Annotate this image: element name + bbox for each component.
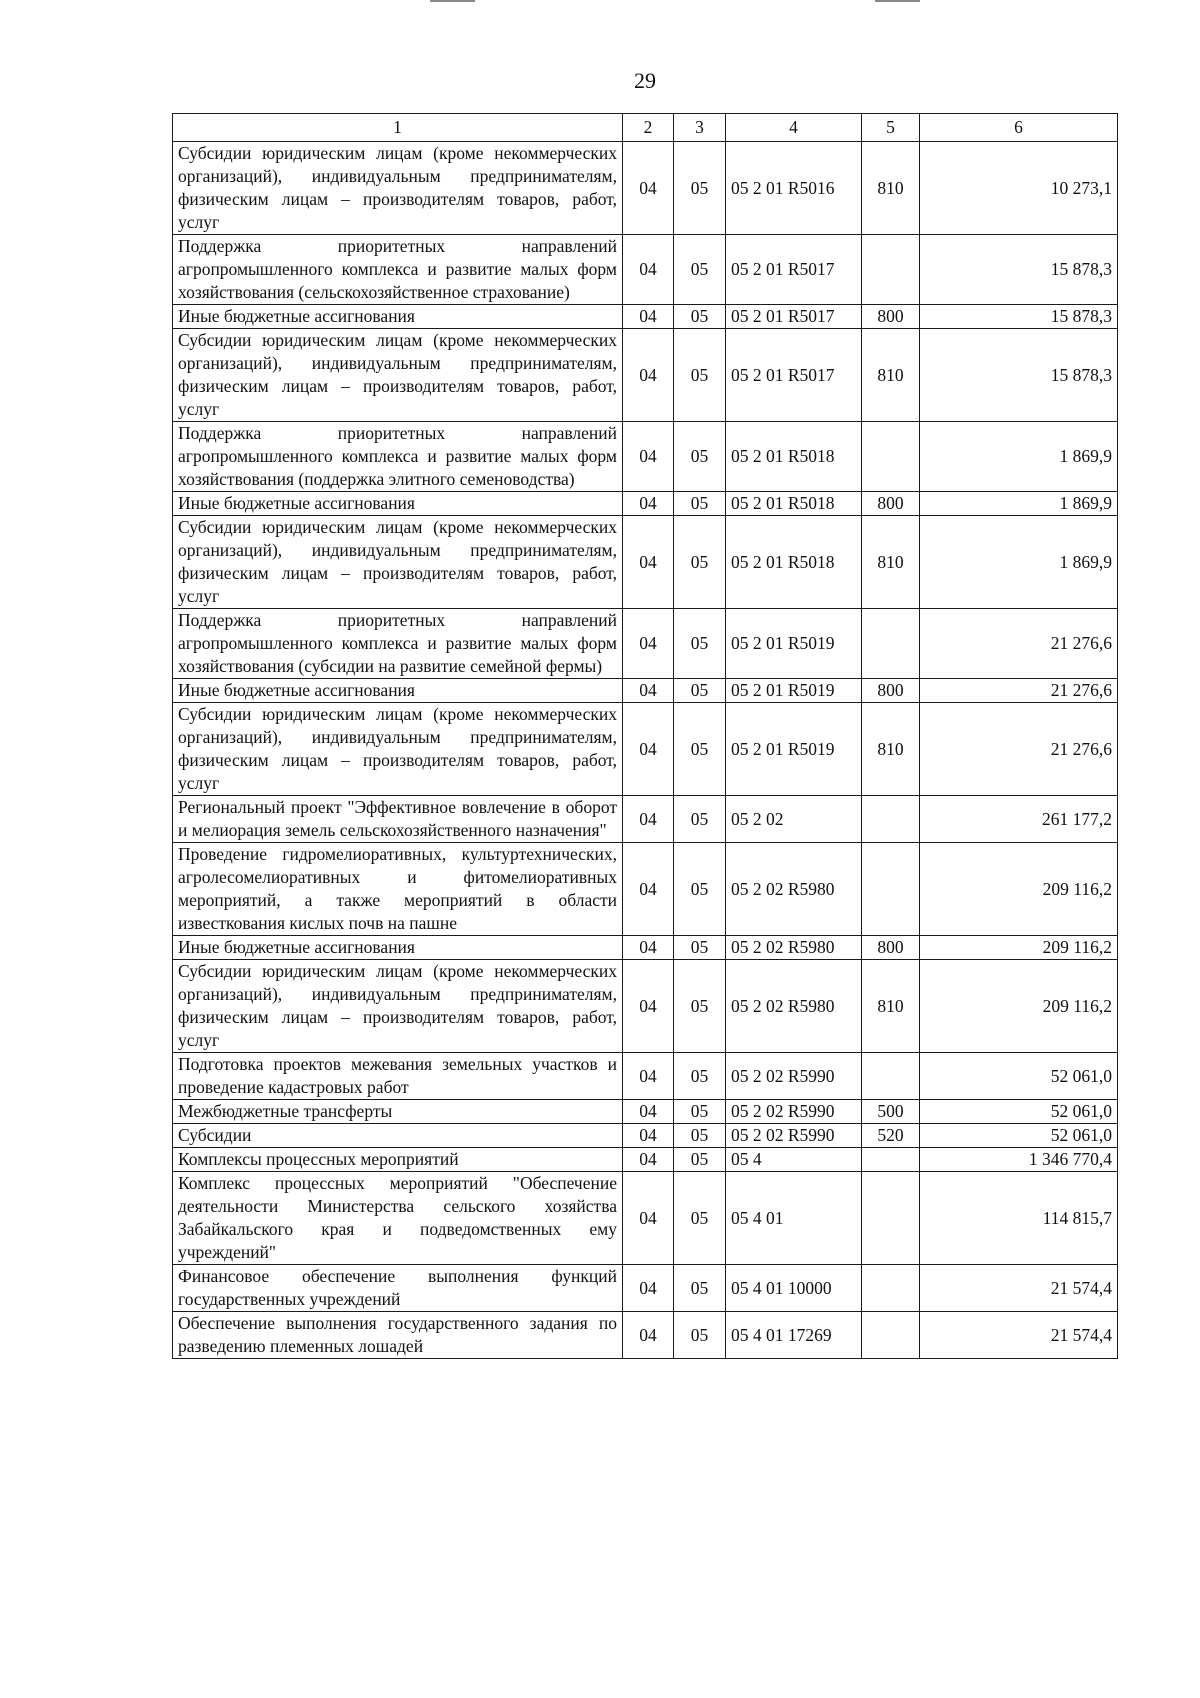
item-name-cell: Субсидии юридическим лицам (кроме некоммерческих организаций), индивидуальным предпринимателям, физическим лицам – производителям товаров, работ, услуг — [173, 703, 623, 796]
amount-cell: 21 276,6 — [920, 609, 1118, 679]
expense-type-code-cell: 800 — [862, 305, 920, 329]
target-article-code-cell: 05 2 01 R5019 — [726, 703, 862, 796]
item-name-cell: Субсидии — [173, 1124, 623, 1148]
table-row — [173, 329, 1118, 422]
item-name-cell: Субсидии юридическим лицам (кроме некоммерческих организаций), индивидуальным предпринимателям, физическим лицам – производителям товаров, работ, услуг — [173, 142, 623, 235]
amount-cell: 52 061,0 — [920, 1053, 1118, 1100]
subsection-code-cell: 05 — [674, 796, 726, 843]
section-code-cell: 04 — [623, 516, 674, 609]
section-code-cell: 04 — [623, 1100, 674, 1124]
section-code-cell: 04 — [623, 305, 674, 329]
section-code-cell: 04 — [623, 1148, 674, 1172]
item-name-cell: Региональный проект "Эффективное вовлечение в оборот и мелиорация земель сельскохозяйственного назначения" — [173, 796, 623, 843]
amount-cell: 209 116,2 — [920, 843, 1118, 936]
table-row — [173, 492, 1118, 516]
subsection-code-cell: 05 — [674, 1172, 726, 1265]
expense-type-code-cell — [862, 796, 920, 843]
expense-type-code-cell: 810 — [862, 960, 920, 1053]
subsection-code-cell: 05 — [674, 1265, 726, 1312]
section-code-cell: 04 — [623, 936, 674, 960]
table-row — [173, 609, 1118, 679]
expense-type-code-cell: 500 — [862, 1100, 920, 1124]
subsection-code-cell: 05 — [674, 1100, 726, 1124]
table-row — [173, 305, 1118, 329]
target-article-code-cell: 05 2 02 R5980 — [726, 843, 862, 936]
table-row — [173, 1148, 1118, 1172]
item-name-cell: Обеспечение выполнения государственного задания по разведению племенных лошадей — [173, 1312, 623, 1359]
subsection-code-cell: 05 — [674, 1148, 726, 1172]
amount-cell: 21 574,4 — [920, 1265, 1118, 1312]
expense-type-code-cell — [862, 235, 920, 305]
top-edge-mark — [430, 0, 475, 2]
item-name-cell: Финансовое обеспечение выполнения функций государственных учреждений — [173, 1265, 623, 1312]
subsection-code-cell: 05 — [674, 703, 726, 796]
subsection-code-cell: 05 — [674, 422, 726, 492]
target-article-code-cell: 05 2 01 R5016 — [726, 142, 862, 235]
item-name-cell: Иные бюджетные ассигнования — [173, 305, 623, 329]
section-code-cell: 04 — [623, 703, 674, 796]
expense-type-code-cell — [862, 1053, 920, 1100]
amount-cell: 21 574,4 — [920, 1312, 1118, 1359]
expense-type-code-cell: 810 — [862, 142, 920, 235]
subsection-code-cell: 05 — [674, 1312, 726, 1359]
expense-type-code-cell — [862, 843, 920, 936]
expense-type-code-cell: 520 — [862, 1124, 920, 1148]
item-name-cell: Субсидии юридическим лицам (кроме некоммерческих организаций), индивидуальным предпринимателям, физическим лицам – производителям товаров, работ, услуг — [173, 960, 623, 1053]
target-article-code-cell: 05 2 02 R5980 — [726, 960, 862, 1053]
subsection-code-cell: 05 — [674, 142, 726, 235]
item-name-cell: Межбюджетные трансферты — [173, 1100, 623, 1124]
target-article-code-cell: 05 2 01 R5019 — [726, 679, 862, 703]
subsection-code-cell: 05 — [674, 936, 726, 960]
amount-cell: 209 116,2 — [920, 960, 1118, 1053]
subsection-code-cell: 05 — [674, 329, 726, 422]
subsection-code-cell: 05 — [674, 516, 726, 609]
subsection-code-cell: 05 — [674, 679, 726, 703]
amount-cell: 15 878,3 — [920, 305, 1118, 329]
page-number: 29 — [634, 68, 656, 93]
column-header: 2 — [623, 114, 674, 142]
item-name-cell: Иные бюджетные ассигнования — [173, 492, 623, 516]
target-article-code-cell: 05 2 02 R5980 — [726, 936, 862, 960]
target-article-code-cell: 05 4 01 17269 — [726, 1312, 862, 1359]
budget-table — [172, 113, 1118, 1359]
expense-type-code-cell: 810 — [862, 703, 920, 796]
expense-type-code-cell — [862, 1312, 920, 1359]
expense-type-code-cell: 800 — [862, 492, 920, 516]
amount-cell: 15 878,3 — [920, 329, 1118, 422]
section-code-cell: 04 — [623, 679, 674, 703]
table-row — [173, 843, 1118, 936]
section-code-cell: 04 — [623, 329, 674, 422]
amount-cell: 114 815,7 — [920, 1172, 1118, 1265]
table-row — [173, 1172, 1118, 1265]
table-row — [173, 1312, 1118, 1359]
target-article-code-cell: 05 2 02 — [726, 796, 862, 843]
table-row — [173, 1124, 1118, 1148]
table-row — [173, 679, 1118, 703]
table-row — [173, 142, 1118, 235]
column-header: 5 — [862, 114, 920, 142]
table-row — [173, 1053, 1118, 1100]
table-row — [173, 235, 1118, 305]
amount-cell: 21 276,6 — [920, 679, 1118, 703]
item-name-cell: Комплексы процессных мероприятий — [173, 1148, 623, 1172]
item-name-cell: Поддержка приоритетных направлений агропромышленного комплекса и развитие малых форм хозяйствования (поддержка элитного семеноводства) — [173, 422, 623, 492]
amount-cell: 52 061,0 — [920, 1100, 1118, 1124]
section-code-cell: 04 — [623, 235, 674, 305]
item-name-cell: Субсидии юридическим лицам (кроме некоммерческих организаций), индивидуальным предпринимателям, физическим лицам – производителям товаров, работ, услуг — [173, 329, 623, 422]
target-article-code-cell: 05 2 01 R5018 — [726, 516, 862, 609]
amount-cell: 15 878,3 — [920, 235, 1118, 305]
subsection-code-cell: 05 — [674, 843, 726, 936]
item-name-cell: Иные бюджетные ассигнования — [173, 936, 623, 960]
table-row — [173, 796, 1118, 843]
section-code-cell: 04 — [623, 142, 674, 235]
amount-cell: 1 869,9 — [920, 492, 1118, 516]
expense-type-code-cell — [862, 422, 920, 492]
top-edge-mark — [875, 0, 920, 2]
target-article-code-cell: 05 2 01 R5017 — [726, 235, 862, 305]
expense-type-code-cell — [862, 1172, 920, 1265]
section-code-cell: 04 — [623, 609, 674, 679]
column-header: 6 — [920, 114, 1118, 142]
target-article-code-cell: 05 2 02 R5990 — [726, 1100, 862, 1124]
item-name-cell: Проведение гидромелиоративных, культуртехнических, агролесомелиоративных и фитомелиоративных мероприятий, а также мероприятий в области известкования кислых почв на пашне — [173, 843, 623, 936]
column-header: 3 — [674, 114, 726, 142]
expense-type-code-cell — [862, 1265, 920, 1312]
target-article-code-cell: 05 4 — [726, 1148, 862, 1172]
item-name-cell: Комплекс процессных мероприятий "Обеспечение деятельности Министерства сельского хозяйства Забайкальского края и подведомственных ему учреждений" — [173, 1172, 623, 1265]
target-article-code-cell: 05 2 01 R5018 — [726, 492, 862, 516]
subsection-code-cell: 05 — [674, 960, 726, 1053]
table-body — [173, 142, 1118, 1359]
expense-type-code-cell — [862, 1148, 920, 1172]
target-article-code-cell: 05 2 01 R5019 — [726, 609, 862, 679]
section-code-cell: 04 — [623, 843, 674, 936]
amount-cell: 1 346 770,4 — [920, 1148, 1118, 1172]
section-code-cell: 04 — [623, 492, 674, 516]
item-name-cell: Иные бюджетные ассигнования — [173, 679, 623, 703]
amount-cell: 52 061,0 — [920, 1124, 1118, 1148]
table-row — [173, 1265, 1118, 1312]
header-row — [173, 114, 1118, 142]
expense-type-code-cell: 810 — [862, 329, 920, 422]
amount-cell: 209 116,2 — [920, 936, 1118, 960]
target-article-code-cell: 05 2 01 R5017 — [726, 329, 862, 422]
expense-type-code-cell: 800 — [862, 936, 920, 960]
table-row — [173, 936, 1118, 960]
table-row — [173, 960, 1118, 1053]
target-article-code-cell: 05 2 02 R5990 — [726, 1124, 862, 1148]
target-article-code-cell: 05 2 02 R5990 — [726, 1053, 862, 1100]
column-header: 4 — [726, 114, 862, 142]
amount-cell: 1 869,9 — [920, 422, 1118, 492]
table-row — [173, 1100, 1118, 1124]
target-article-code-cell: 05 4 01 — [726, 1172, 862, 1265]
item-name-cell: Поддержка приоритетных направлений агропромышленного комплекса и развитие малых форм хозяйствования (сельскохозяйственное страхование) — [173, 235, 623, 305]
section-code-cell: 04 — [623, 960, 674, 1053]
section-code-cell: 04 — [623, 1124, 674, 1148]
amount-cell: 261 177,2 — [920, 796, 1118, 843]
table-row — [173, 516, 1118, 609]
target-article-code-cell: 05 2 01 R5018 — [726, 422, 862, 492]
column-header: 1 — [173, 114, 623, 142]
table-row — [173, 422, 1118, 492]
table-row — [173, 703, 1118, 796]
section-code-cell: 04 — [623, 1053, 674, 1100]
amount-cell: 1 869,9 — [920, 516, 1118, 609]
expense-type-code-cell: 810 — [862, 516, 920, 609]
item-name-cell: Субсидии юридическим лицам (кроме некоммерческих организаций), индивидуальным предпринимателям, физическим лицам – производителям товаров, работ, услуг — [173, 516, 623, 609]
item-name-cell: Поддержка приоритетных направлений агропромышленного комплекса и развитие малых форм хозяйствования (субсидии на развитие семейной фермы) — [173, 609, 623, 679]
section-code-cell: 04 — [623, 1172, 674, 1265]
section-code-cell: 04 — [623, 422, 674, 492]
subsection-code-cell: 05 — [674, 492, 726, 516]
subsection-code-cell: 05 — [674, 1053, 726, 1100]
target-article-code-cell: 05 4 01 10000 — [726, 1265, 862, 1312]
amount-cell: 21 276,6 — [920, 703, 1118, 796]
section-code-cell: 04 — [623, 1265, 674, 1312]
expense-type-code-cell: 800 — [862, 679, 920, 703]
target-article-code-cell: 05 2 01 R5017 — [726, 305, 862, 329]
amount-cell: 10 273,1 — [920, 142, 1118, 235]
expense-type-code-cell — [862, 609, 920, 679]
section-code-cell: 04 — [623, 796, 674, 843]
subsection-code-cell: 05 — [674, 609, 726, 679]
section-code-cell: 04 — [623, 1312, 674, 1359]
subsection-code-cell: 05 — [674, 1124, 726, 1148]
subsection-code-cell: 05 — [674, 305, 726, 329]
subsection-code-cell: 05 — [674, 235, 726, 305]
item-name-cell: Подготовка проектов межевания земельных участков и проведение кадастровых работ — [173, 1053, 623, 1100]
